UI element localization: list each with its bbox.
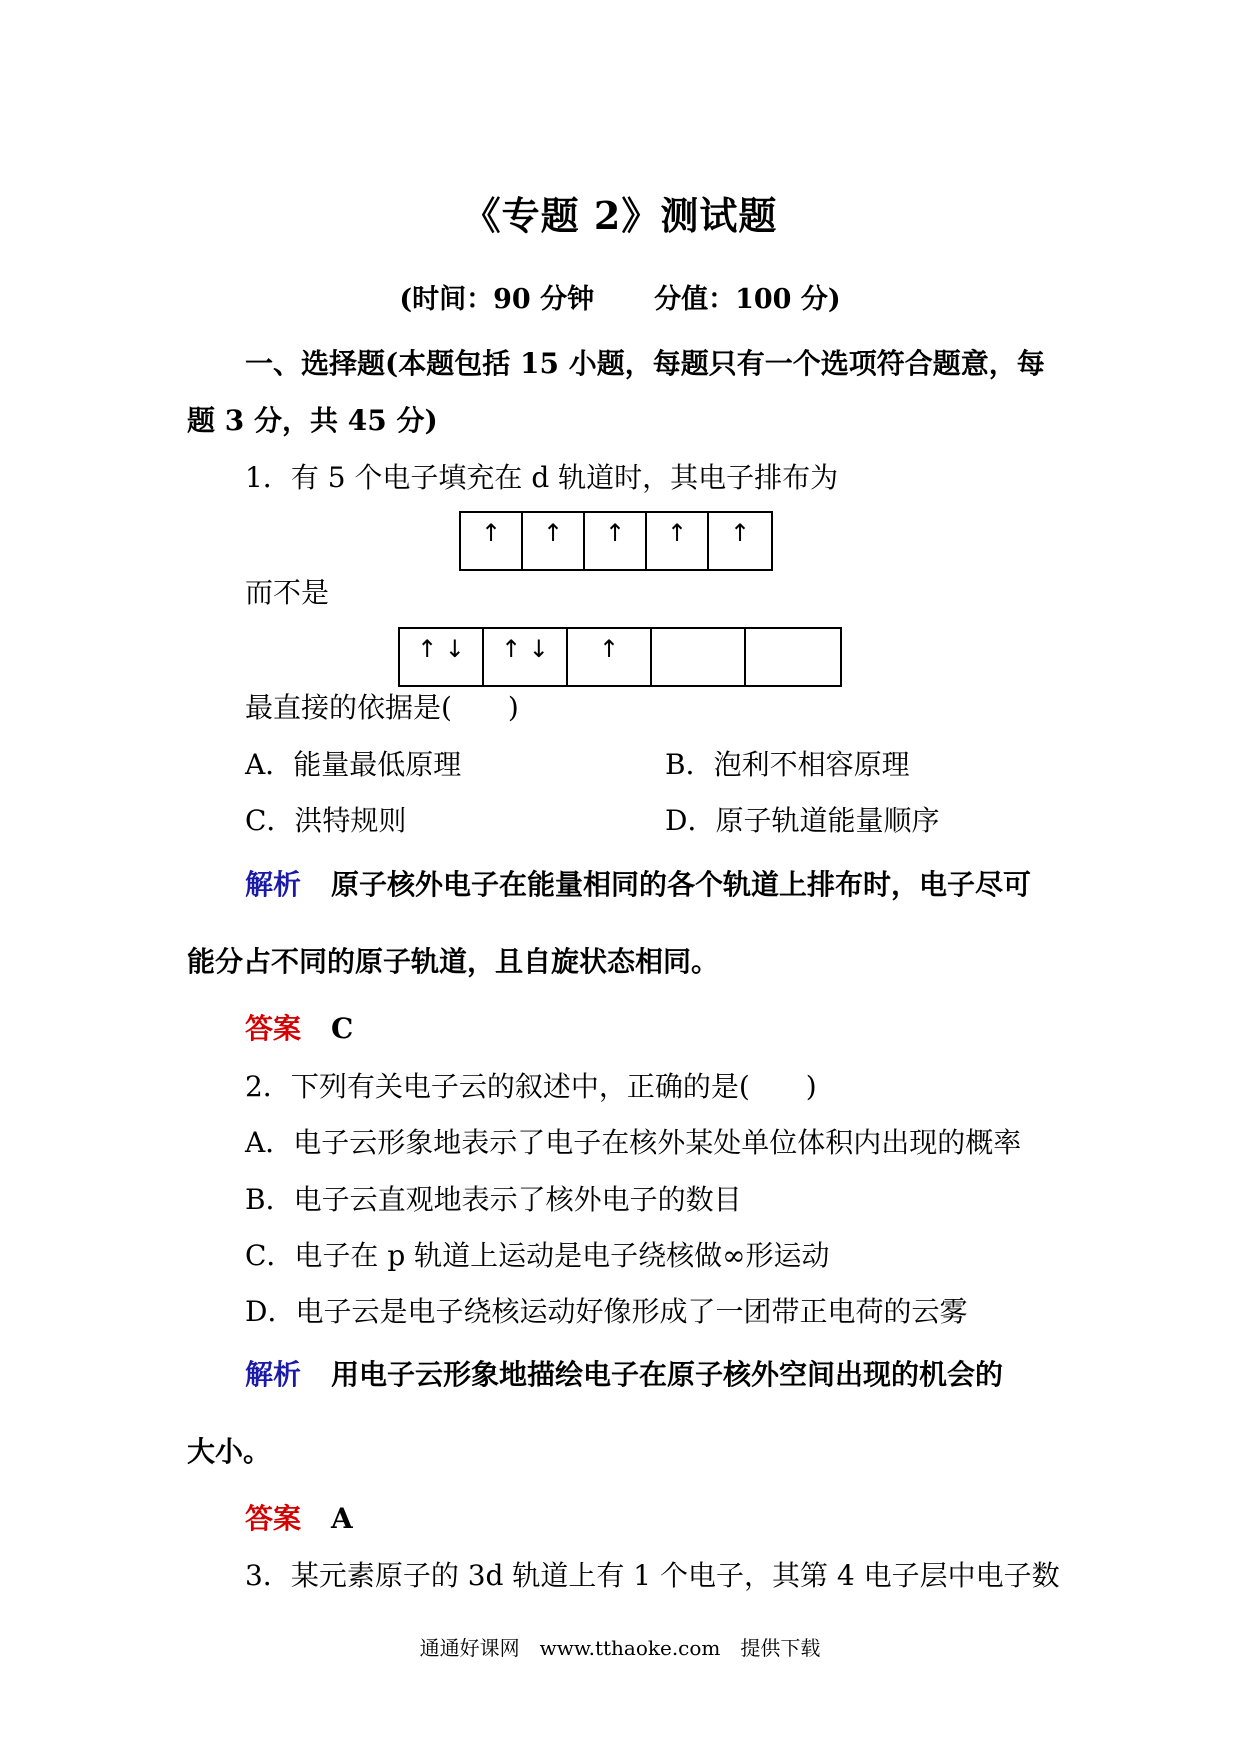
orbital-box: ↑ xyxy=(647,513,709,569)
exam-info xyxy=(0,277,1240,316)
q1-analysis-text: 原子核外电子在能量相同的各个轨道上排布时，电子尽可 xyxy=(331,868,1032,901)
q2-option-b: B．电子云直观地表示了核外电子的数目 xyxy=(245,1183,742,1216)
orbital-box: ↑ xyxy=(585,513,647,569)
orbital-box: ↑ xyxy=(461,513,523,569)
q1-option-b: B．泡利不相容原理 xyxy=(665,748,910,781)
section-heading-line1: 一、选择题(本题包括 15 小题，每题只有一个选项符合题意，每 xyxy=(245,347,1045,380)
footer-text: 通通好课网 www.tthaoke.com 提供下载 xyxy=(419,1636,821,1660)
exam-time: (时间：90 分钟 xyxy=(399,284,595,315)
section-heading-line2: 题 3 分，共 45 分) xyxy=(187,404,438,437)
q1-option-a: A．能量最低原理 xyxy=(245,748,462,781)
q1-answer-value: C xyxy=(331,1012,354,1045)
answer-label: 答案 xyxy=(245,1012,302,1045)
q2-option-a: A．电子云形象地表示了电子在核外某处单位体积内出现的概率 xyxy=(245,1126,1022,1159)
orbital-diagram-correct xyxy=(459,511,773,571)
page-title: 《专题 2》测试题 xyxy=(462,193,778,238)
orbital-diagram-incorrect xyxy=(398,627,842,687)
q2-option-d: D．电子云是电子绕核运动好像形成了一团带正电荷的云雾 xyxy=(245,1295,968,1328)
q2-analysis xyxy=(245,1353,1003,1393)
orbital-box: ↑ ↓ xyxy=(484,629,568,685)
q1-basis: 最直接的依据是( ) xyxy=(245,691,519,724)
answer-label: 答案 xyxy=(245,1502,302,1535)
orbital-box: ↑ xyxy=(729,519,751,547)
orbital-box xyxy=(746,629,840,685)
q1-analysis-text-cont: 能分占不同的原子轨道，且自旋状态相同。 xyxy=(187,945,720,978)
q1-analysis xyxy=(245,863,1031,903)
q2-answer-value: A xyxy=(331,1502,353,1535)
q1-stem: 1．有 5 个电子填充在 d 轨道时，其电子排布为 xyxy=(245,461,839,494)
analysis-label: 解析 xyxy=(245,1358,302,1391)
exam-score: 分值：100 分) xyxy=(654,284,841,315)
q2-analysis-text-cont: 大小。 xyxy=(187,1435,272,1468)
orbital-box xyxy=(652,629,746,685)
q1-option-d: D．原子轨道能量顺序 xyxy=(665,804,940,837)
q1-answer xyxy=(245,1007,353,1047)
q1-instead-text: 而不是 xyxy=(245,576,330,609)
orbital-box: ↑ ↓ xyxy=(400,629,484,685)
q2-option-c: C．电子在 p 轨道上运动是电子绕核做∞形运动 xyxy=(245,1239,830,1272)
analysis-label: 解析 xyxy=(245,868,302,901)
orbital-box: ↑ xyxy=(568,629,652,685)
q3-stem: 3．某元素原子的 3d 轨道上有 1 个电子，其第 4 电子层中电子数 xyxy=(245,1559,1060,1592)
q2-stem: 2．下列有关电子云的叙述中，正确的是( ) xyxy=(245,1070,817,1103)
q2-analysis-text: 用电子云形象地描绘电子在原子核外空间出现的机会的 xyxy=(331,1358,1004,1391)
q2-answer xyxy=(245,1497,353,1537)
orbital-box: ↑ xyxy=(523,513,585,569)
q1-option-c: C．洪特规则 xyxy=(245,804,407,837)
